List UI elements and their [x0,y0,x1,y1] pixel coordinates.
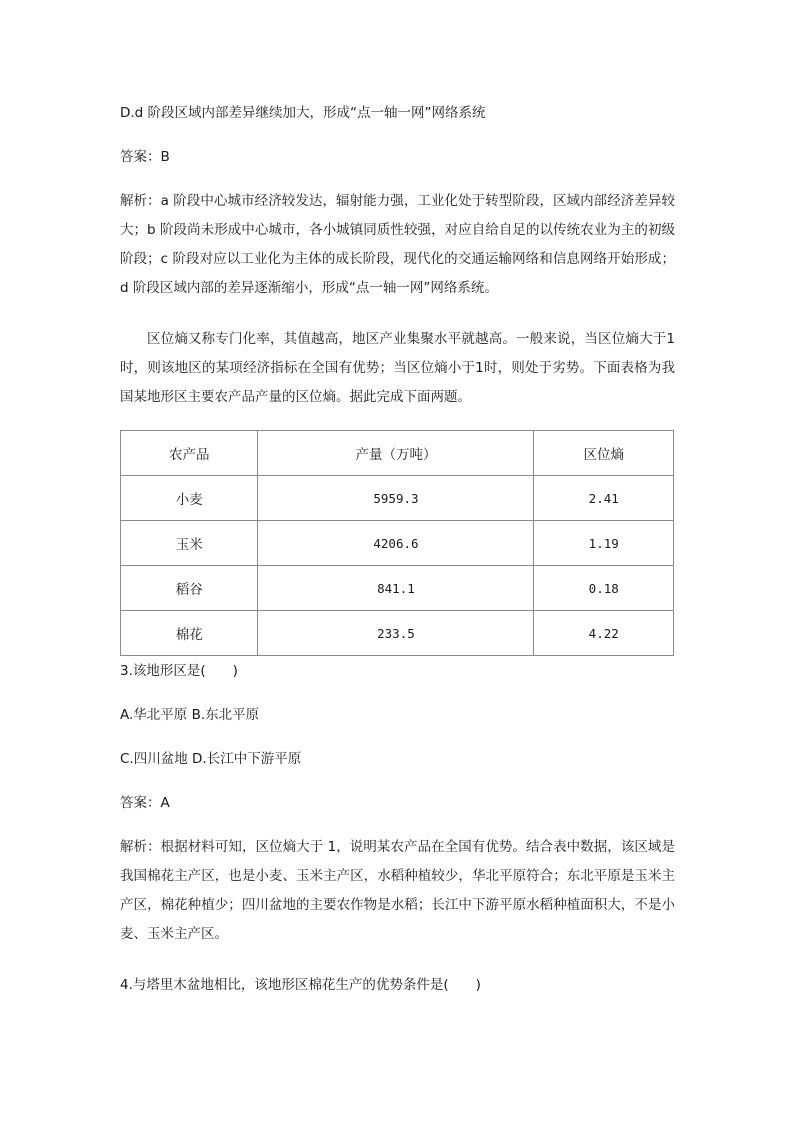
cell-quotient: 0.18 [534,566,674,611]
material-paragraph: 区位熵又称专门化率，其值越高，地区产业集聚水平就越高。一般来说，当区位熵大于1时，则该地区的某项经济指标在全国有优势；当区位熵小于1时，则处于劣势。下面表格为我国某地形区主要农产品产量的区位熵。据此完成下面两题。 [120,331,675,405]
table-row [121,611,674,656]
header-quotient: 区位熵 [534,431,674,476]
cell-product: 小麦 [121,476,258,521]
option-d-text: D.d 阶段区域内部差异继续加大，形成“点一轴一网”网络系统 [120,105,486,121]
cell-product: 棉花 [121,611,258,656]
location-quotient-table [120,430,674,656]
cell-output: 5959.3 [258,476,534,521]
cell-output: 233.5 [258,611,534,656]
question-3-stem: 3.该地形区是( ) [120,663,238,679]
question-4-stem: 4.与塔里木盆地相比，该地形区棉花生产的优势条件是( ) [120,977,481,993]
cell-output: 4206.6 [258,521,534,566]
cell-quotient: 1.19 [534,521,674,566]
header-output: 产量（万吨） [258,431,534,476]
cell-quotient: 2.41 [534,476,674,521]
question-3-options-cd: C.四川盆地 D.长江中下游平原 [120,751,302,767]
analysis-paragraph-q2: 解析：a 阶段中心城市经济较发达，辐射能力强，工业化处于转型阶段，区域内部经济差异较大；b 阶段尚未形成中心城市，各小城镇同质性较强，对应自给自足的以传统农业为主的初级阶段；c 阶段对应以工业化为主体的成长阶段，现代化的交通运输网络和信息网络开始形成；d 阶段区域内部的差异逐渐缩小，形成“点一轴一网”网络系统。 [120,193,675,296]
cell-quotient: 4.22 [534,611,674,656]
table-header-row [121,431,674,476]
cell-product: 玉米 [121,521,258,566]
answer-label-q3: 答案：A [120,795,170,811]
answer-label-q2: 答案：B [120,149,170,165]
question-3-options-ab: A.华北平原 B.东北平原 [120,707,260,723]
cell-output: 841.1 [258,566,534,611]
table-row [121,476,674,521]
analysis-paragraph-q3: 解析：根据材料可知，区位熵大于 1，说明某农产品在全国有优势。结合表中数据，该区域是我国棉花主产区，也是小麦、玉米主产区，水稻种植较少，华北平原符合；东北平原是玉米主产区，棉花种植少；四川盆地的主要农作物是水稻；长江中下游平原水稻种植面积大，不是小麦、玉米主产区。 [120,839,675,942]
table-row [121,566,674,611]
table-row [121,521,674,566]
cell-product: 稻谷 [121,566,258,611]
header-product: 农产品 [121,431,258,476]
